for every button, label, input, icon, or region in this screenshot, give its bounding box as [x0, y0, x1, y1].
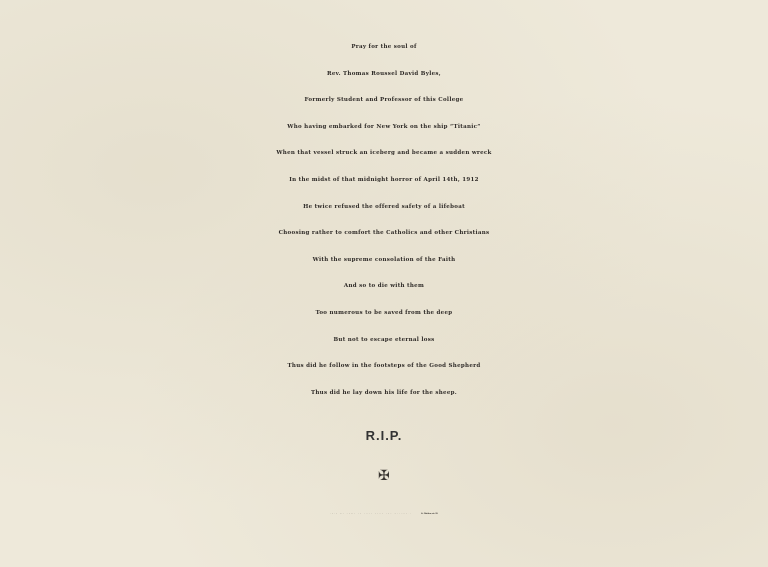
inscription-line: In the midst of that midnight horror of April 14th, 1912 [289, 176, 479, 183]
inscription-line: Rev. Thomas Roussel David Byles, [326, 70, 442, 77]
inscription-block [0, 34, 768, 406]
inscription-line: Thus did he follow in the footsteps of the Good Shepherd [287, 363, 481, 370]
inscription-line: But not to escape eternal loss [333, 336, 435, 343]
inscription-line: Choosing rather to comfort the Catholics and other Christians [278, 230, 490, 237]
scripture-quote: “BID ME COME TO THEE UPON THE WATERS.” [329, 514, 413, 515]
cross-icon: ✠ [378, 468, 390, 484]
inscription-line: Pray for the soul of [351, 44, 417, 50]
inscription-line: When that vessel struck an iceberg and became a sudden wreck [276, 150, 492, 157]
scripture-citation: St. Matthew, xiv. 28. [421, 514, 439, 515]
inscription-line: And so to die with them [343, 283, 425, 290]
inscription-line: Too numerous to be saved from the deep [315, 309, 453, 316]
inscription-line: Thus did he lay down his life for the sheep. [310, 389, 458, 396]
inscription-line: Who having embarked for New York on the ship “Titanic” [287, 123, 481, 130]
inscription-line: He twice refused the offered safety of a lifeboat [303, 203, 465, 210]
rip-text: R.I.P. [365, 428, 403, 443]
inscription-line: With the supreme consolation of the Faith [312, 256, 456, 263]
scripture-quote-row [0, 510, 768, 515]
inscription-line: Formerly Student and Professor of this College [304, 97, 464, 104]
